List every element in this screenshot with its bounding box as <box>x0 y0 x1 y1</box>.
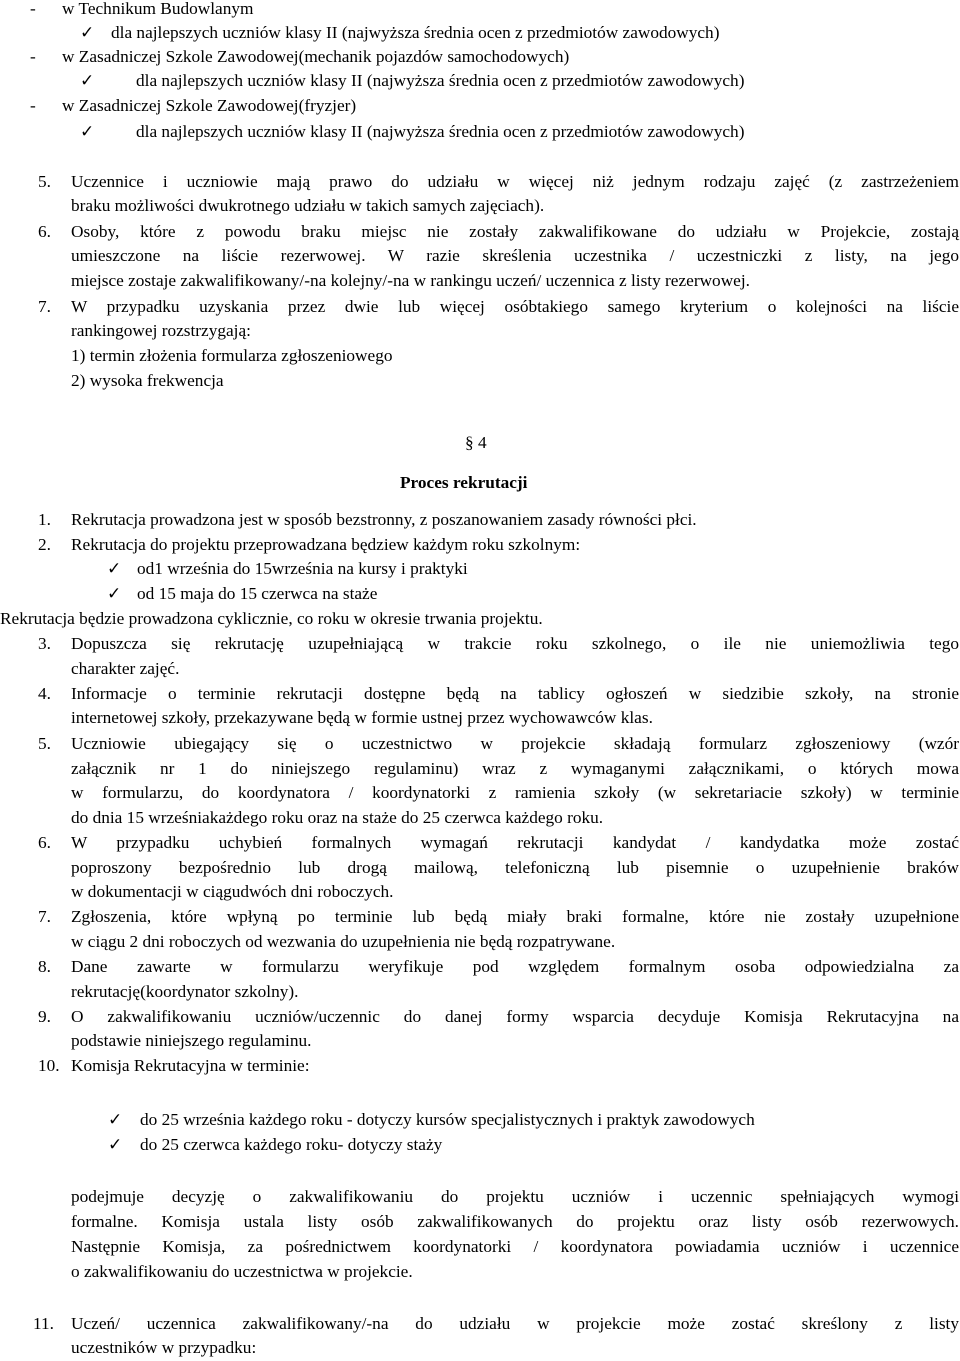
checkmark-icon: ✓ <box>107 584 122 604</box>
checkmark-icon: ✓ <box>80 23 95 43</box>
checkmark-icon: ✓ <box>108 1135 123 1155</box>
checkmark-icon: ✓ <box>80 71 95 91</box>
checkmark-icon: ✓ <box>108 1110 123 1130</box>
checkmark-icon: ✓ <box>80 122 95 142</box>
checkmark-icon: ✓ <box>107 559 122 579</box>
